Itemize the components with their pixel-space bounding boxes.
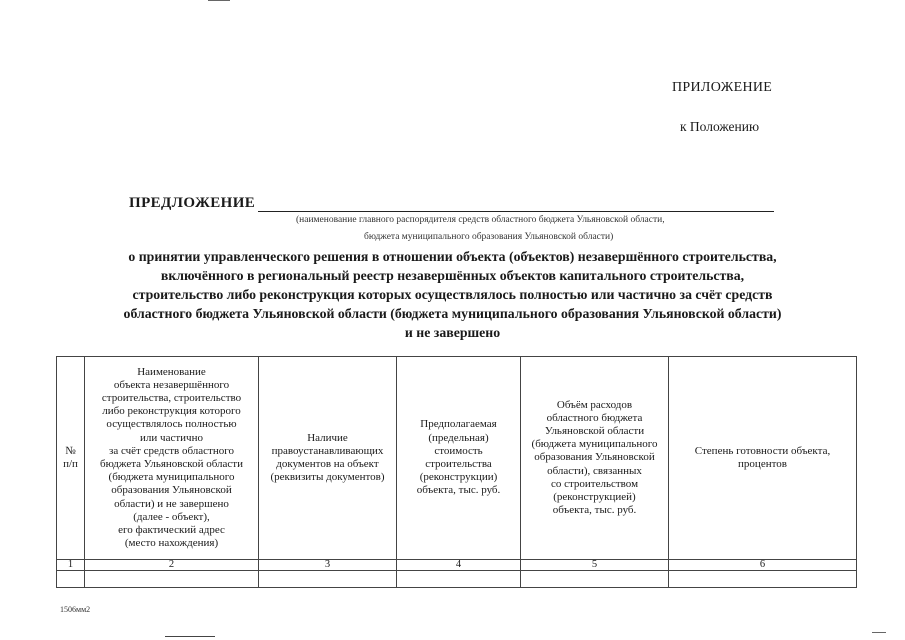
header-title-documents-text: Наличие правоустанавливающих документов на объект (реквизиты документов)	[270, 431, 385, 484]
proposal-fill-line	[258, 197, 774, 212]
table-cell	[259, 571, 397, 588]
header-number-text: № п/п	[63, 444, 78, 470]
header-estimated-cost-text: Предполагаемая (предельная) стоимость строительства (реконструкции) объекта, тыс. руб.	[416, 418, 501, 497]
scan-mark-top	[208, 0, 230, 1]
header-object-name-text: Наименование объекта незавершённого строительства, строительство либо реконструкция которого осуществлялось полностью или частично за счёт средств областного бюджета Ульяновской области (бюджета муниципального образования Ульяновской области) и не завершено (далее - объект), его фактический адрес (место нахождения)	[100, 365, 243, 550]
column-number: 1	[57, 560, 85, 571]
header-object-name	[85, 357, 259, 560]
subject-line-5: и не завершено	[404, 325, 501, 340]
column-number-row	[57, 560, 857, 571]
column-number: 3	[259, 560, 397, 571]
proposal-subject	[60, 247, 845, 342]
subject-line-2: включённого в региональный реестр незавершённых объектов капитального строительства,	[160, 268, 745, 283]
proposal-heading	[129, 195, 774, 212]
column-number: 4	[397, 560, 521, 571]
header-title-documents	[259, 357, 397, 560]
scan-mark-corner	[872, 632, 886, 633]
column-number: 2	[85, 560, 259, 571]
header-budget-expenses-text: Объём расходов областного бюджета Ульяновской области (бюджета муниципального образования Ульяновской области), связанных со строительством (реконструкцией) объекта, тыс. руб.	[531, 398, 658, 517]
header-readiness	[669, 357, 857, 560]
table-cell	[521, 571, 669, 588]
to-regulation-label: к Положению	[680, 119, 760, 134]
column-number: 6	[669, 560, 857, 571]
appendix-label: ПРИЛОЖЕНИЕ	[672, 80, 773, 95]
table-cell	[397, 571, 521, 588]
proposal-hint-line-1: (наименование главного распорядителя средств областного бюджета Ульяновской области,	[296, 215, 665, 225]
scan-mark-bottom	[165, 636, 215, 637]
header-estimated-cost	[397, 357, 521, 560]
header-budget-expenses	[521, 357, 669, 560]
proposal-hint-line-2: бюджета муниципального образования Ульяновской области)	[364, 232, 614, 242]
subject-line-4: областного бюджета Ульяновской области (бюджета муниципального образования Ульяновской области)	[123, 306, 782, 321]
header-number	[57, 357, 85, 560]
table-header-row	[57, 357, 857, 560]
table-cell	[669, 571, 857, 588]
subject-line-1: о принятии управленческого решения в отношении объекта (объектов) незавершённого строительства,	[128, 249, 777, 264]
table-cell	[57, 571, 85, 588]
proposal-title: ПРЕДЛОЖЕНИЕ	[129, 195, 256, 211]
subject-line-3: строительство либо реконструкция которых осуществлялось полностью или частично за счёт средств	[132, 287, 773, 302]
footer-code: 1506мм2	[60, 605, 91, 614]
column-number: 5	[521, 560, 669, 571]
table-cell	[85, 571, 259, 588]
header-readiness-text: Степень готовности объекта, процентов	[694, 444, 831, 470]
objects-table	[56, 356, 857, 588]
table-row	[57, 571, 857, 588]
